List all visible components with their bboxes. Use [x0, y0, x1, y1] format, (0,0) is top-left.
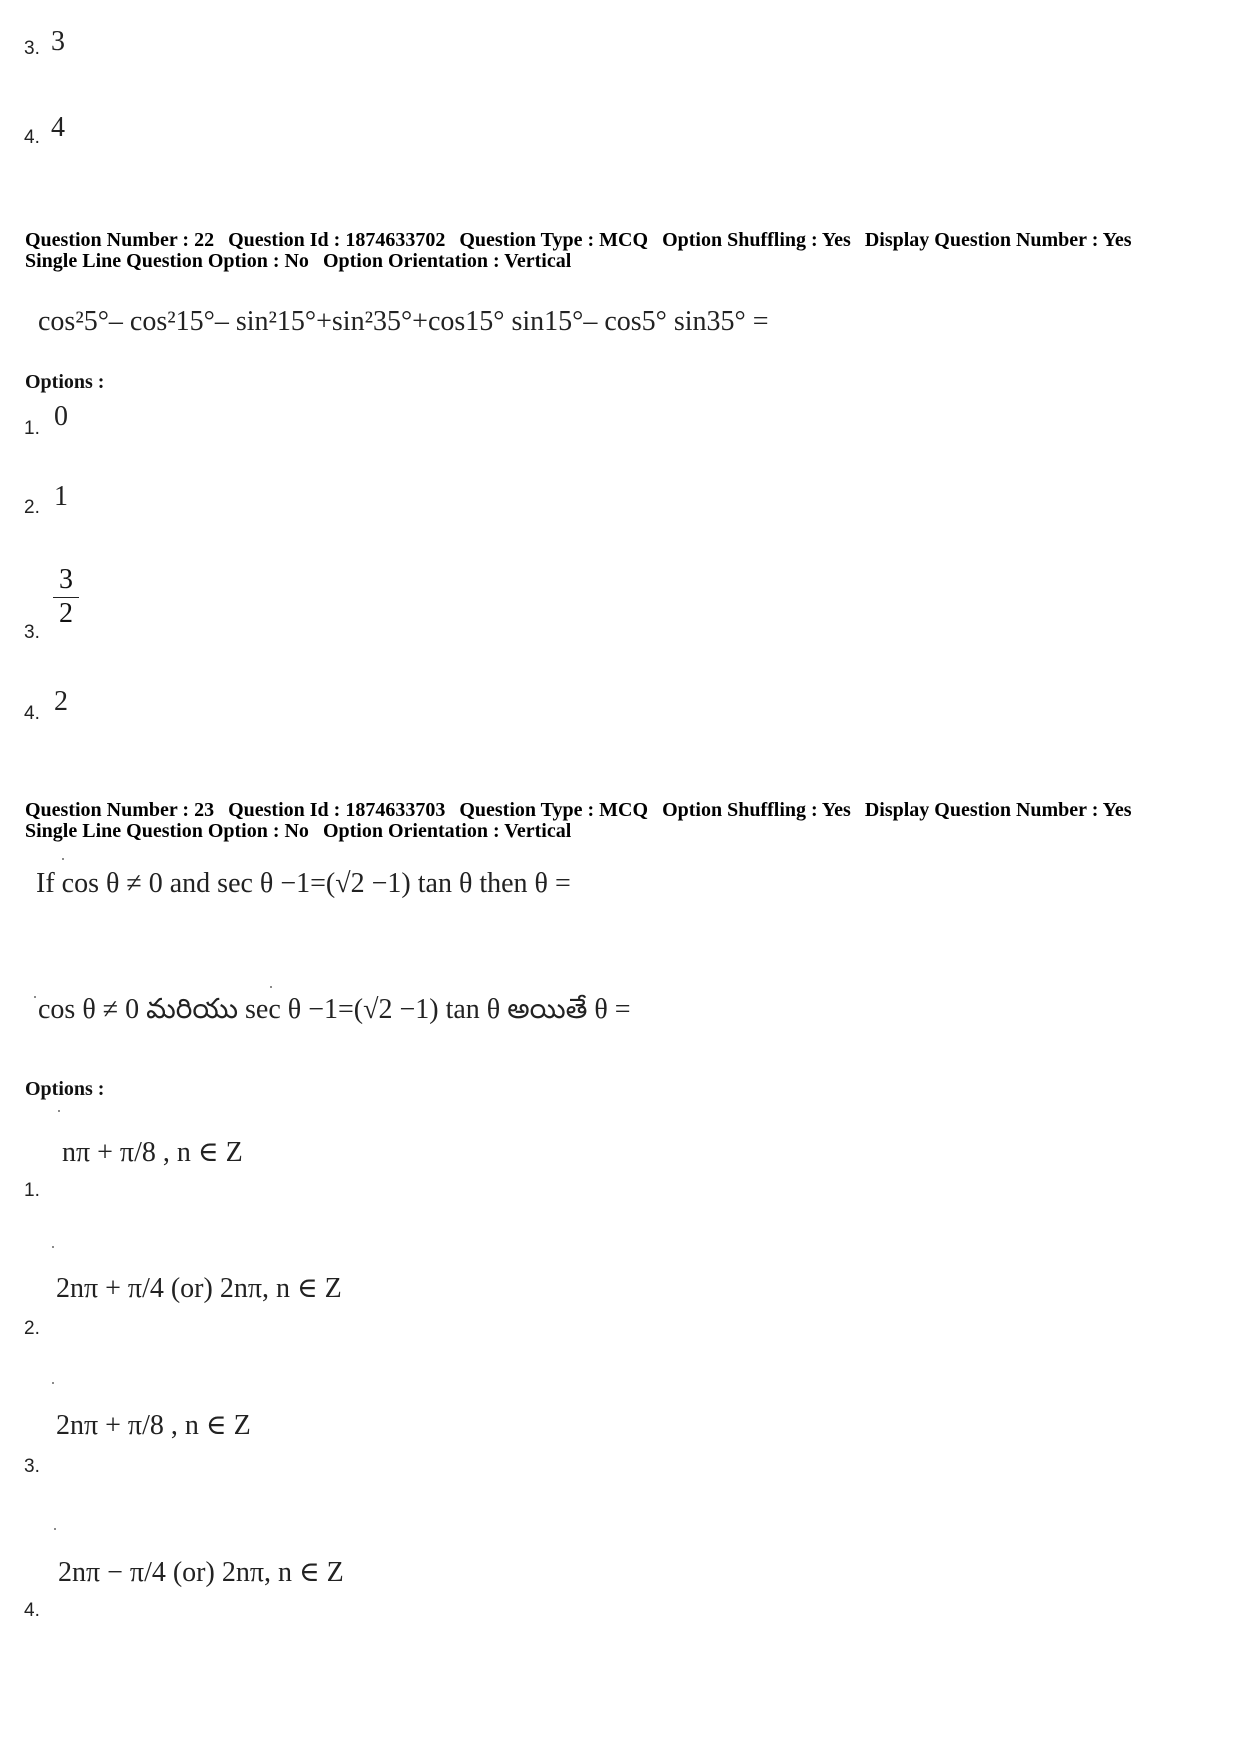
question-text: cos²5°– cos²15°– sin²15°+sin²35°+cos15° sin15°– cos5° sin35° =: [38, 306, 769, 337]
meta-question-id: Question Id : 1874633702: [228, 229, 446, 251]
option-value: 2: [54, 686, 68, 717]
question-meta-line-2: [25, 821, 571, 842]
option-number: 3.: [24, 1456, 40, 1477]
option-formula: 2nπ + π/4 (or) 2nπ, n ∈ Z: [56, 1273, 342, 1304]
option-value: 3: [51, 26, 65, 57]
meta-option-shuffling: Option Shuffling : Yes: [662, 799, 851, 821]
question-meta-line-2: [25, 251, 571, 272]
question-meta-line-1: [25, 800, 1132, 821]
meta-question-number: Question Number : 23: [25, 799, 215, 821]
options-label: Options :: [25, 371, 105, 393]
option-formula: nπ + π/8 , n ∈ Z: [62, 1137, 243, 1168]
option-number: 2.: [24, 1318, 40, 1339]
option-value: 4: [51, 112, 65, 143]
meta-question-type: Question Type : MCQ: [459, 229, 649, 251]
option-number: 3.: [24, 38, 40, 59]
option-formula: 2nπ − π/4 (or) 2nπ, n ∈ Z: [58, 1557, 344, 1588]
fraction-denominator: 2: [59, 598, 73, 629]
option-number: 4.: [24, 703, 40, 724]
option-formula: 2nπ + π/8 , n ∈ Z: [56, 1410, 251, 1441]
option-number: 2.: [24, 497, 40, 518]
meta-question-id: Question Id : 1874633703: [228, 799, 446, 821]
question-english: If cos θ ≠ 0 and sec θ −1=(√2 −1) tan θ then θ =: [36, 868, 571, 899]
fraction-numerator: 3: [53, 565, 79, 598]
option-number: 3.: [24, 622, 40, 643]
meta-orientation: Option Orientation : Vertical: [322, 820, 572, 842]
meta-option-shuffling: Option Shuffling : Yes: [662, 229, 851, 251]
option-number: 4.: [24, 1600, 40, 1621]
meta-single-line: Single Line Question Option : No: [25, 250, 309, 272]
meta-question-type: Question Type : MCQ: [459, 799, 649, 821]
option-number: 4.: [24, 127, 40, 148]
meta-orientation: Option Orientation : Vertical: [322, 250, 572, 272]
option-number: 1.: [24, 1180, 40, 1201]
option-value: 0: [54, 401, 68, 432]
meta-display-number: Display Question Number : Yes: [864, 229, 1132, 251]
option-value: 1: [54, 481, 68, 512]
option-number: 1.: [24, 418, 40, 439]
meta-question-number: Question Number : 22: [25, 229, 215, 251]
question-telugu: cos θ ≠ 0 మరియు sec θ −1=(√2 −1) tan θ అయితే θ =: [38, 994, 631, 1025]
question-meta-line-1: [25, 230, 1132, 251]
meta-display-number: Display Question Number : Yes: [864, 799, 1132, 821]
fraction-three-halves: [53, 565, 79, 630]
meta-single-line: Single Line Question Option : No: [25, 820, 309, 842]
options-label: Options :: [25, 1078, 105, 1100]
